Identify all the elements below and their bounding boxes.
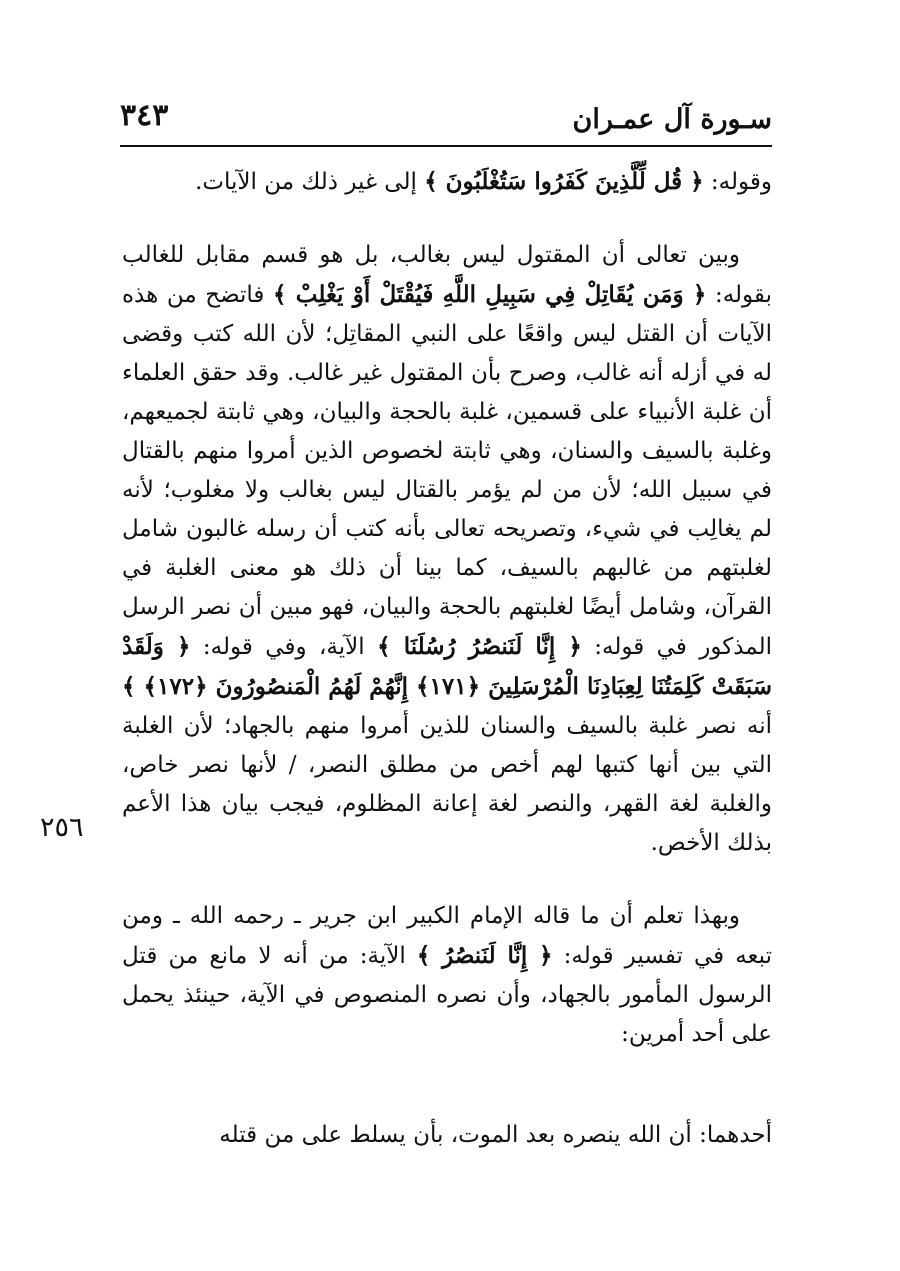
text-run: فاتضح من هذه الآيات أن القتل ليس واقعًا على النبي المقاتِل؛ لأن الله كتب وقضى له في أزله أنه غالب، وصرح بأن المقتول غير غالب. وقد حقق العلماء أن غلبة الأنبياء على قسمين، غلبة بالحجة والبيان، وهي ثابتة لجميعهم، وغلبة بالسيف والسنان، وهي ثابتة لخصوص الذين أمروا منهم بالقتال في سبيل الله؛ لأن من لم يؤمر بالقتال ليس بغالب ولا مغلوب؛ لأنه لم يغالِب في شيء، وتصريحه تعالى بأنه كتب أن رسله غالبون شامل لغلبتهم من غالبهم بالسيف، كما بينا أن ذلك هو معنى الغلبة في القرآن، وشامل أيضًا لغلبتهم بالحجة والبيان، فهو مبين أن نصر الرسل المذكور في قوله:	[122, 282, 772, 660]
paragraph	[122, 162, 772, 202]
text-run: الآية: من أنه لا مانع من قتل الرسول المأمور بالجهاد، وأن نصره المنصوص في الآية، حينئذ يحمل على أحد أمرين:	[122, 943, 772, 1047]
text-run: وبين تعالى أن المقتول ليس بغالب، بل هو قسم مقابل للغالب بقوله:	[122, 242, 772, 308]
quran-verse: ﴿ قُل لِّلَّذِينَ كَفَرُوا سَتُغْلَبُونَ ﴾	[424, 168, 704, 195]
quran-verse: ﴿ وَلَقَدْ سَبَقَتْ كَلِمَتُنَا لِعِبَادِنَا الْمُرْسَلِينَ ﴿١٧١﴾ إِنَّهُمْ لَهُمُ الْمَنصُورُونَ ﴿١٧٢﴾ ﴾	[122, 633, 772, 700]
text-run: إلى غير ذلك من الآيات.	[195, 169, 425, 195]
paragraph	[122, 1116, 772, 1155]
text-run: أحدهما: أن الله ينصره بعد الموت، بأن يسلط على من قتله	[219, 1122, 772, 1148]
surah-title: سـورة آل عمـران	[572, 104, 772, 135]
paragraph	[122, 897, 772, 1054]
quran-verse: ﴿ إِنَّا لَنَنصُرُ ﴾	[416, 942, 553, 969]
paragraph	[122, 236, 772, 863]
header-rule	[120, 145, 772, 147]
quran-verse: ﴿ إِنَّا لَنَنصُرُ رُسُلَنَا ﴾	[377, 633, 582, 660]
quran-verse: ﴿ وَمَن يُقَاتِلْ فِي سَبِيلِ اللَّهِ فَيُقْتَلْ أَوْ يَغْلِبْ ﴾	[273, 281, 707, 308]
text-run: أنه نصر غلبة بالسيف والسنان للذين أمروا منهم بالجهاد؛ لأن الغلبة التي بين أنها كتبها لهم أخص من مطلق النصر، / لأنها نصر خاص، والغلبة لغة القهر، والنصر لغة إعانة المظلوم، فيجب بيان هذا الأعم بذلك الأخص.	[122, 713, 772, 856]
page-number: ٣٤٣	[120, 98, 169, 133]
text-run: وبهذا تعلم أن ما قاله الإمام الكبير ابن جرير ـ رحمه الله ـ ومن تبعه في تفسير قوله:	[122, 903, 772, 969]
body-text	[122, 162, 772, 1054]
text-run: وقوله:	[703, 169, 772, 195]
text-run: الآية، وفي قوله:	[190, 634, 378, 660]
page-header	[120, 96, 772, 144]
margin-reference-number: ٢٥٦	[40, 812, 84, 843]
body-text-continuation	[122, 1116, 772, 1155]
